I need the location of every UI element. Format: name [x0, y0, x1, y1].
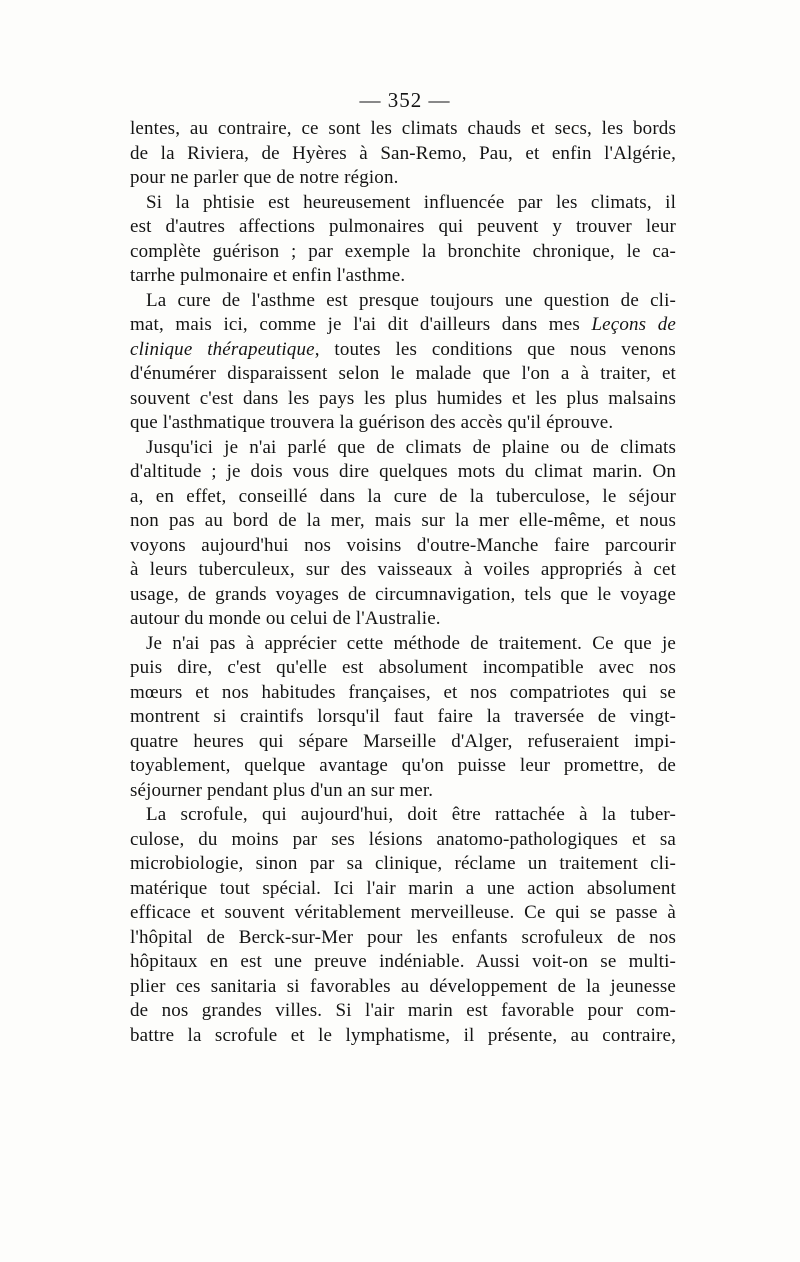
text-line: efficace et souvent véritablement merveilleuse. Ce qui se passe à [130, 902, 676, 923]
text-line: que l'asthmatique trouvera la guérison des accès qu'il éprouve. [130, 412, 614, 433]
text-line: puis dire, c'est qu'elle est absolument incompatible avec nos [130, 657, 676, 678]
page-number: — 352 — [359, 88, 451, 112]
text-line: quatre heures qui sépare Marseille d'Alger, refuseraient impi- [130, 730, 676, 752]
text-line: voyons aujourd'hui nos voisins d'outre-Manche faire parcourir [130, 534, 676, 556]
text-line: non pas au bord de la mer, mais sur la mer elle-même, et nous [130, 510, 676, 531]
text-line: de la Riviera, de Hyères à San-Remo, Pau, et enfin l'Algérie, [130, 142, 676, 164]
text-line: Je n'ai pas à apprécier cette méthode de traitement. Ce que je [146, 632, 676, 654]
text-line: hôpitaux en est une preuve indéniable. Aussi voit-on se multi- [130, 951, 676, 972]
text-line: microbiologie, sinon par sa clinique, réclame un traitement cli- [130, 853, 676, 874]
text-line: tarrhe pulmonaire et enfin l'asthme. [130, 265, 406, 286]
text-line: montrent si craintifs lorsqu'il faut faire la traversée de vingt- [130, 706, 676, 727]
text-line: La scrofule, qui aujourd'hui, doit être rattachée à la tuber- [146, 804, 676, 825]
text-line: l'hôpital de Berck-sur-Mer pour les enfants scrofuleux de nos [130, 926, 676, 948]
text-line: complète guérison ; par exemple la bronchite chronique, le ca- [130, 240, 676, 262]
text-line: Jusqu'ici je n'ai parlé que de climats de plaine ou de climats [146, 436, 676, 458]
text-line: culose, du moins par ses lésions anatomo-pathologiques et sa [130, 828, 676, 850]
italic-title-segment: Leçons de [591, 314, 676, 335]
text-line [130, 338, 676, 363]
text-line: lentes, au contraire, ce sont les climats chauds et secs, les bords [130, 118, 676, 139]
text-line: d'énumérer disparaissent selon le malade que l'on a à traiter, et [130, 363, 676, 384]
body-text [130, 117, 676, 1048]
text-segment: , toutes les conditions que nous venons [314, 338, 676, 360]
text-line: Si la phtisie est heureusement influencée par les climats, il [146, 191, 676, 213]
text-line: mœurs et nos habitudes françaises, et nos compatriotes qui se [130, 681, 676, 703]
text-line [130, 313, 676, 338]
text-line: de nos grandes villes. Si l'air marin est favorable pour com- [130, 1000, 676, 1021]
text-line: usage, de grands voyages de circumnavigation, tels que le voyage [130, 583, 676, 605]
text-line: autour du monde ou celui de l'Australie. [130, 608, 441, 629]
text-line: est d'autres affections pulmonaires qui peuvent y trouver leur [130, 216, 676, 237]
text-line: matérique tout spécial. Ici l'air marin a une action absolument [130, 877, 676, 899]
text-line: battre la scrofule et le lymphatisme, il présente, au contraire, [130, 1024, 676, 1046]
text-line: pour ne parler que de notre région. [130, 167, 399, 188]
text-line: d'altitude ; je dois vous dire quelques mots du climat marin. On [130, 461, 676, 482]
text-line: séjourner pendant plus d'un an sur mer. [130, 779, 434, 801]
text-line: plier ces sanitaria si favorables au développement de la jeunesse [130, 975, 676, 997]
text-line: toyablement, quelque avantage qu'on puisse leur promettre, de [130, 755, 676, 776]
italic-title-segment: clinique thérapeutique [130, 338, 315, 360]
text-line: La cure de l'asthme est presque toujours une question de cli- [146, 289, 676, 311]
text-segment: mat, mais ici, comme je l'ai dit d'ailleurs dans mes [130, 314, 592, 335]
text-line: à leurs tuberculeux, sur des vaisseaux à voiles appropriés à cet [130, 559, 676, 580]
text-line: souvent c'est dans les pays les plus humides et les plus malsains [130, 387, 676, 409]
text-line: a, en effet, conseillé dans la cure de la tuberculose, le séjour [130, 485, 676, 507]
